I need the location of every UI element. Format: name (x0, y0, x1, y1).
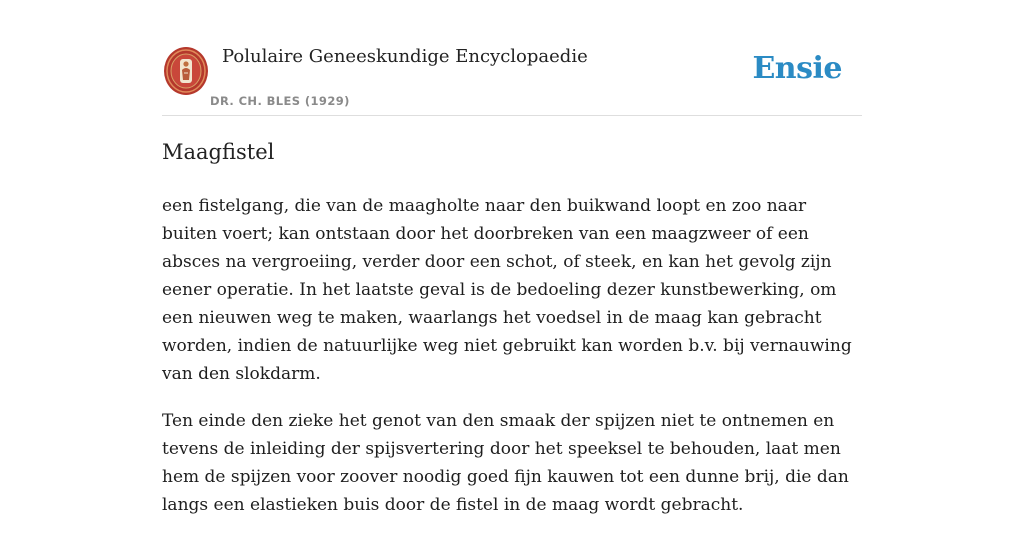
book-cover-icon[interactable] (163, 46, 209, 96)
entry-paragraph-2: Ten einde den zieke het genot van den smaak der spijzen niet te ontnemen en tevens de inleiding der spijsvertering door het speeksel te behouden, laat men hem de spijzen voor zoover noodig goed fijn kauwen tot een dunne brij, die dan langs een elastieken buis door de fistel in de maag wordt gebracht. (162, 411, 849, 515)
entry-body (162, 192, 864, 538)
header (162, 0, 862, 116)
entry-paragraph-1: een fistelgang, die van de maagholte naar den buikwand loopt en zoo naar buiten voert; kan ontstaan door het doorbreken van een maagzweer of een absces na vergroeiing, verder door een schot, of steek, en kan het gevolg zijn eener operatie. In het laatste geval is de bedoeling dezer kunstbewerking, om een nieuwen weg te maken, waarlangs het voedsel in de maag kan gebracht worden, indien de natuurlijke weg niet gebruikt kan worden b.v. bij vernauwing van den slokdarm. (162, 196, 852, 384)
brand-logo-link[interactable]: Ensie (752, 51, 842, 86)
entry-title: Maagfistel (162, 140, 275, 164)
book-title[interactable]: Polulaire Geneeskundige Encyclopaedie (222, 46, 588, 67)
book-author: DR. CH. BLES (1929) (210, 94, 350, 108)
page (162, 0, 862, 515)
